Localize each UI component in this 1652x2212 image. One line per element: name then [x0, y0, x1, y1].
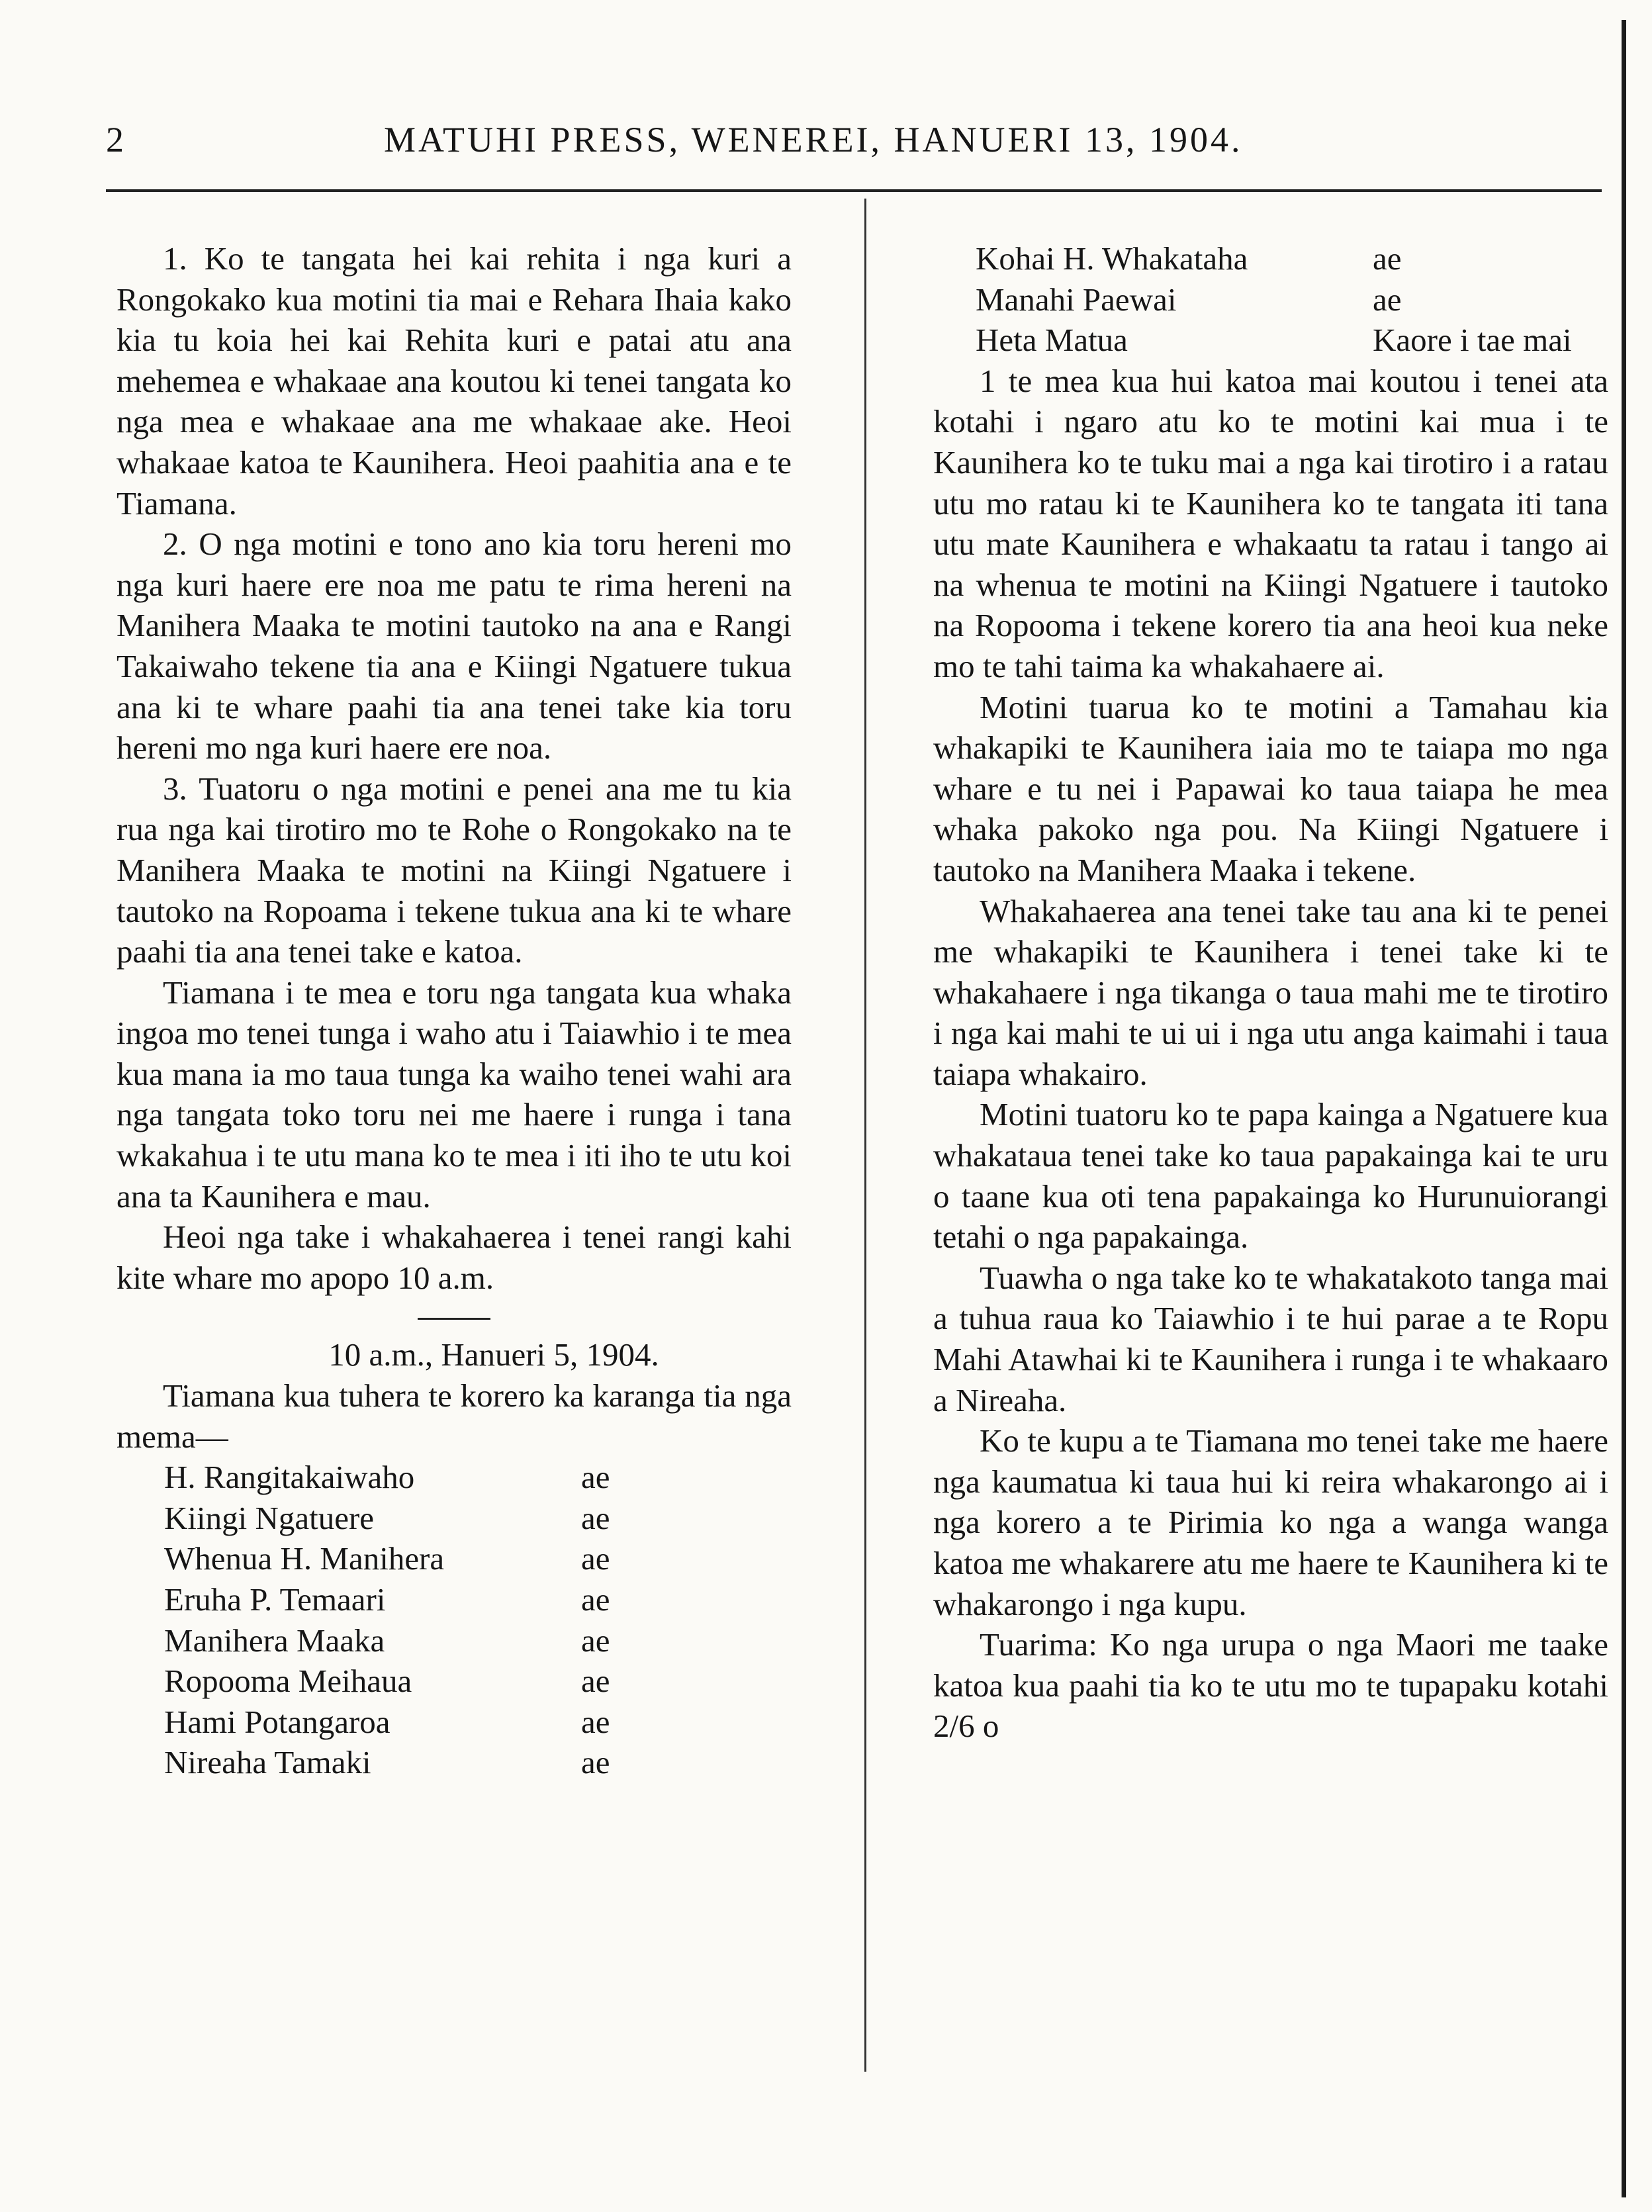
member-vote: ae — [581, 1622, 610, 1659]
masthead: MATUHI PRESS, WENEREI, HANUERI 13, 1904. — [384, 120, 1243, 160]
member-vote: ae — [581, 1499, 610, 1536]
header-rule — [106, 189, 1602, 192]
paragraph: 1 te mea kua hui katoa mai koutou i tenei ata kotahi i ngaro atu ko te motini kai mua i te Kaunihera ko te tuku mai a nga kai tirotiro i a ratau utu mo ratau ki te Kaunihera ko te tangata iti tana utu mate Kaunihera e whakaatu ta ratau i tango ai na whenua te motini na Kiingi Ngatuere i tautoko na Ropooma i tekene korero tia ana heoi kua neke mo te tahi taima ka whakahaere ai. — [933, 362, 1608, 684]
dateline: 10 a.m., Hanueri 5, 1904. — [328, 1336, 659, 1373]
column-divider — [864, 199, 866, 2072]
paragraph: Heoi nga take i whakahaerea i tenei rangi kahi kite whare mo apopo 10 a.m. — [116, 1219, 792, 1296]
roll-entry — [116, 1702, 792, 1743]
roll-entry — [116, 1579, 792, 1620]
member-vote: ae — [581, 1703, 610, 1740]
roll-call-list — [116, 1457, 792, 1783]
paragraph: Ko te kupu a te Tiamana mo tenei take me haere nga kaumatua ki taua hui ki reira whakarongo ai i nga korero a te Pirimia ko nga a wanga wanga katoa me whakarere atu me haere te Kaunihera ki te whakarongo i nga kupu. — [933, 1422, 1608, 1622]
member-name: Nireaha Tamaki — [164, 1744, 371, 1781]
roll-entry — [116, 1498, 792, 1539]
paragraph: Whakahaerea ana tenei take tau ana ki te penei me whakapiki te Kaunihera i tenei take ki te whakahaere i nga tikanga o taua mahi me te tirotiro i nga kai mahi te ui ui i nga utu anga kaimahi i taua taiapa whakairo. — [933, 892, 1608, 1092]
member-name: Eruha P. Temaari — [164, 1581, 386, 1618]
roll-call-list-continued — [933, 238, 1608, 361]
paragraph: 1. Ko te tangata hei kai rehita i nga kuri a Rongokako kua motini tia mai e Rehara Ihaia kako kia tu koia hei kai Rehita kuri e patai atu ana mehemea e whakaae ana koutou ki tenei tangata ko nga mea e whakaae ana me whakaae ake. Heoi whakaae katoa te Kaunihera. Heoi paahitia ana e te Tiamana. — [116, 240, 792, 522]
paragraph: Tiamana i te mea e toru nga tangata kua whaka ingoa mo tenei tunga i waho atu i Taiawhio i te mea kua mana ia mo taua tunga ka waiho tenei wahi ara nga tangata toko toru nei me haere i runga i tana wkakahua i te utu mana ko te mea i iti iho te utu koi ana ta Kaunihera e mau. — [116, 974, 792, 1215]
member-name: Manahi Paewai — [976, 281, 1177, 318]
roll-entry — [116, 1742, 792, 1783]
roll-entry — [116, 1538, 792, 1579]
roll-entry — [116, 1620, 792, 1661]
page-edge-line — [1622, 20, 1626, 2197]
paragraph: Tuawha o nga take ko te whakatakoto tanga mai a tuhua raua ko Taiawhio i te hui parae a te Ropu Mahi Atawhai ki te Kaunihera i runga i te whakaaro a Nireaha. — [933, 1259, 1608, 1418]
member-vote: ae — [1373, 281, 1402, 318]
member-name: H. Rangitakaiwaho — [164, 1459, 415, 1496]
member-name: Kohai H. Whakataha — [976, 240, 1248, 277]
roll-entry — [933, 279, 1608, 320]
member-name: Kiingi Ngatuere — [164, 1499, 375, 1536]
member-vote: ae — [581, 1540, 610, 1577]
paragraph: 3. Tuatoru o nga motini e penei ana me tu kia rua nga kai tirotiro mo te Rohe o Rongokako na te Manihera Maaka te motini na Kiingi Ngatuere i tautoko na Ropoama i tekene tukua ana ki te whare paahi tia ana tenei take e katoa. — [116, 770, 792, 970]
member-vote: ae — [581, 1744, 610, 1781]
member-vote: ae — [1373, 240, 1402, 277]
paragraph: Motini tuarua ko te motini a Tamahau kia whakapiki te Kaunihera iaia mo te taiapa mo nga whare e tu nei i Papawai ko taua taiapa he mea whaka pakoko nga pou. Na Kiingi Ngatuere i tautoko na Manihera Maaka i tekene. — [933, 688, 1608, 888]
page-number: 2 — [106, 120, 124, 160]
paragraph: 2. O nga motini e tono ano kia toru hereni mo nga kuri haere ere noa me patu te rima hereni na Manihera Maaka te motini tautoko na ana e Rangi Takaiwaho tekene tia ana e Kiingi Ngatuere tukua ana ki te whare paahi tia ana tenei take kia toru hereni mo nga kuri haere ere noa. — [116, 526, 792, 766]
member-name: Hami Potangaroa — [164, 1703, 390, 1740]
paragraph: Motini tuatoru ko te papa kainga a Ngatuere kua whakataua tenei take ko taua papakainga kai te uru o taane kua oti tena papakainga ko Hurunuiorangi tetahi o nga papakainga. — [933, 1096, 1608, 1256]
roll-entry — [933, 320, 1608, 361]
roll-entry — [933, 238, 1608, 279]
member-vote: ae — [581, 1663, 610, 1700]
roll-entry — [116, 1457, 792, 1498]
member-name: Heta Matua — [976, 322, 1128, 359]
member-name: Manihera Maaka — [164, 1622, 385, 1659]
paragraph: Tuarima: Ko nga urupa o nga Maori me taake katoa kua paahi tia ko te utu mo te tupapaku kotahi 2/6 o — [933, 1626, 1608, 1745]
member-name: Ropooma Meihaua — [164, 1663, 412, 1700]
page-header — [106, 119, 1430, 172]
section-rule — [418, 1318, 490, 1320]
roll-entry — [116, 1661, 792, 1702]
member-vote: ae — [581, 1581, 610, 1618]
roll-intro: Tiamana kua tuhera te korero ka karanga tia nga mema— — [116, 1377, 792, 1455]
member-vote: ae — [581, 1459, 610, 1496]
member-name: Whenua H. Manihera — [164, 1540, 445, 1577]
left-column — [116, 238, 792, 1783]
member-vote: Kaore i tae mai — [1373, 322, 1572, 359]
right-column — [933, 238, 1608, 1747]
